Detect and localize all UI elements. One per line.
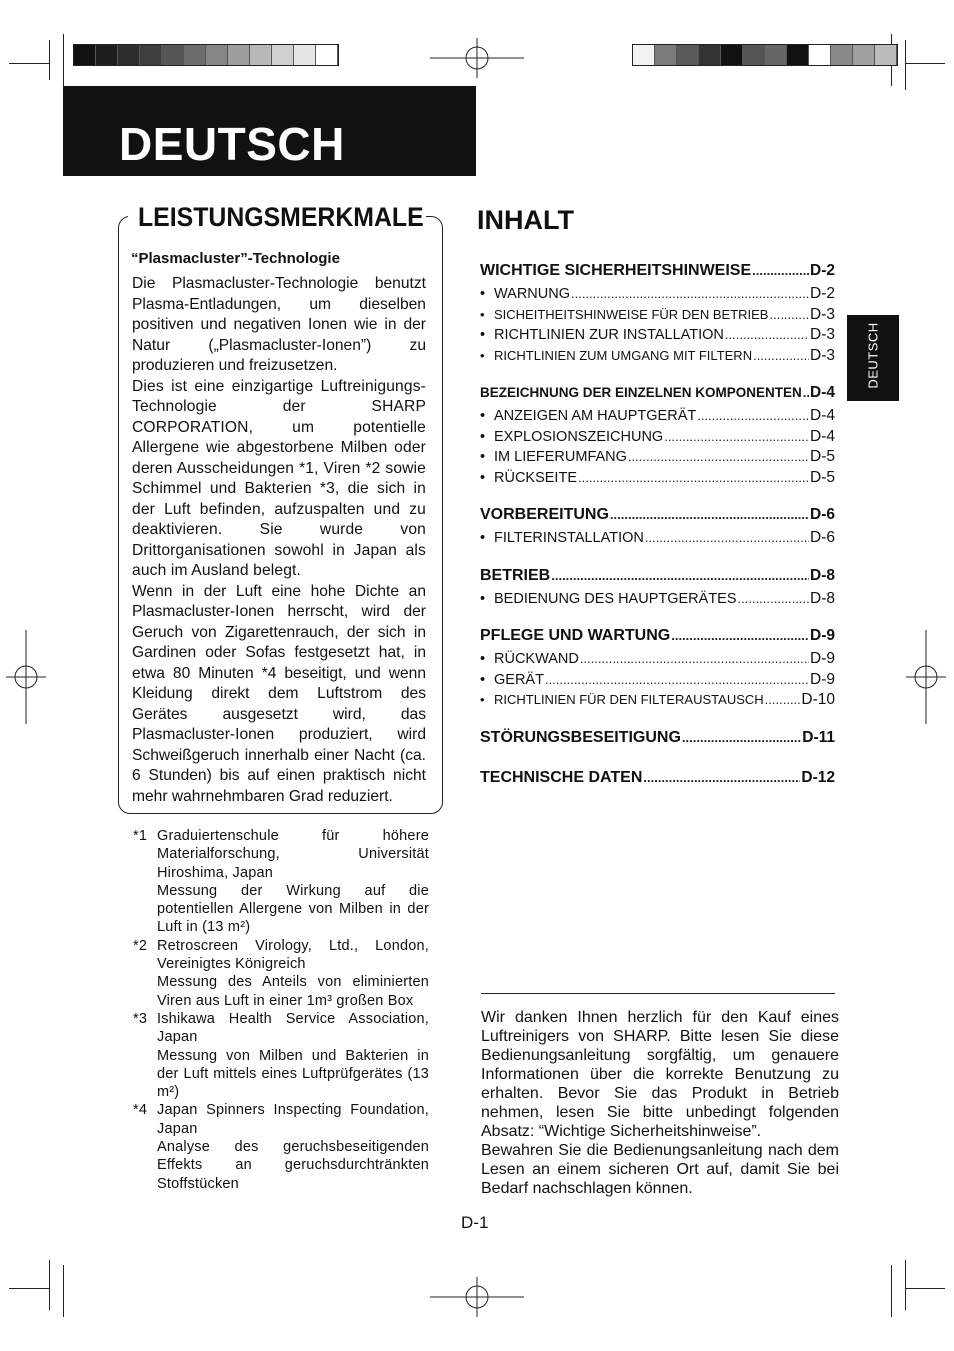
toc-heading: INHALT (477, 205, 574, 235)
toc-section-page: D-9 (810, 627, 835, 644)
toc-section (480, 769, 835, 792)
registration-mark-icon (430, 38, 524, 78)
crop-mark (49, 1260, 50, 1310)
color-swatch (140, 45, 162, 65)
registration-mark-icon (6, 630, 46, 724)
color-swatch (677, 45, 699, 65)
toc-item-page: D-10 (801, 691, 835, 708)
toc-item (480, 650, 835, 671)
leader-dots (725, 327, 809, 343)
crop-mark (891, 1265, 892, 1317)
leader-dots (765, 692, 801, 708)
color-swatch (655, 45, 677, 65)
leader-dots (753, 348, 809, 364)
registration-mark-icon (906, 630, 946, 724)
toc-item-label: • RICHTLINIEN FÜR DEN FILTERAUSTAUSCH (480, 692, 764, 707)
crop-mark (63, 34, 64, 86)
crop-mark (9, 63, 49, 64)
footnote-text: Ishikawa Health Service Association, Japan (157, 1010, 429, 1046)
toc-section-label: PFLEGE UND WARTUNG (480, 627, 671, 644)
footnotes (133, 827, 429, 1193)
color-swatch (765, 45, 787, 65)
leader-dots (643, 769, 800, 787)
color-swatch (699, 45, 721, 65)
toc-item-label: • IM LIEFERUMFANG (480, 449, 627, 465)
toc-item-page: D-5 (810, 468, 835, 486)
toc-item-page: D-8 (810, 589, 835, 607)
color-swatch (162, 45, 184, 65)
intro-paragraph: Wir danken Ihnen herzlich für den Kauf eines Luftreinigers von SHARP. Bitte lesen Sie diese Bedienungsanleitung sorgfältig, um genauere Informationen über die korrekte Benutzung zu erhalten. Bevor Sie das Produkt in Betrieb nehmen, lesen Sie bitte unbedingt folgenden Absatz: “Wichtige Sicherheitshinweise”. (481, 1009, 839, 1140)
crop-mark (9, 1288, 49, 1289)
features-paragraph: Wenn in der Luft eine hohe Dichte an Plasmacluster-Ionen herrscht, wird der Geruch von Zigarettenrauch, der sich in Gardinen oder Sofas festgesetzt hat, in etwa 80 Minuten *4 beseitigt, und wenn Kleidung direkt dem Luftstrom des Gerätes ausgesetzt wird, das Plasmacluster-Ionen produziert, wird Schweißgeruch innerhalb einer Nacht (ca. 6 Stunden) bis auf einen praktisch nicht mehr wahrnehmbaren Grad reduziert. (132, 582, 426, 805)
toc-section-page: D-4 (810, 384, 835, 401)
color-swatch (316, 45, 338, 65)
features-paragraph: Dies ist eine einzigartige Luftreinigungs-Technologie der SHARP CORPORATION, um potentielle Allergene wie abgestorbene Milben oder deren Ausscheidungen *1, Viren *2 sowie Schimmel und Bakterien *3, die sich in der Luft befinden, aufzuspalten und zu deaktivieren. Sie wurde von Drittorganisationen sowohl in Japan als auch im Ausland belegt. (132, 377, 426, 579)
toc-item (480, 407, 835, 428)
features-subheading: “Plasmacluster”-Technologie (131, 250, 340, 267)
toc-section (480, 567, 835, 590)
color-swatch (118, 45, 140, 65)
toc-section-page: D-12 (801, 768, 835, 786)
toc-section-label: BEZEICHNUNG DER EINZELNEN KOMPONENTEN (480, 385, 802, 400)
features-heading: LEISTUNGSMERKMALE (138, 202, 424, 232)
color-swatch (743, 45, 765, 65)
title-banner (63, 86, 476, 176)
page-number: D-1 (461, 1213, 489, 1232)
toc-item-label: • RÜCKSEITE (480, 470, 577, 486)
features-body (132, 274, 426, 807)
toc-item-label: • GERÄT (480, 672, 544, 688)
footnote-text: Retroscreen Virology, Ltd., London, Vereinigtes Königreich (157, 937, 429, 973)
page-title: DEUTSCH (119, 118, 345, 170)
toc-item (480, 347, 835, 368)
toc-section-label: VORBEREITUNG (480, 506, 609, 523)
toc-item (480, 326, 835, 347)
leader-dots (610, 506, 809, 524)
footnote-mark: *3 (133, 1010, 148, 1027)
leader-dots (803, 385, 809, 400)
leader-dots (664, 429, 809, 445)
toc-item-label: • ANZEIGEN AM HAUPTGERÄT (480, 408, 696, 424)
color-swatch (853, 45, 875, 65)
footnote-text: Messung der Wirkung auf die potentiellen Allergene von Milben in der Luft in (13 m²) (157, 882, 429, 936)
language-tab-label: DEUTSCH (865, 322, 881, 389)
toc-item (480, 285, 835, 306)
leader-dots (578, 470, 809, 486)
leader-dots (697, 408, 809, 424)
footnote (133, 1101, 429, 1192)
leader-dots (545, 672, 809, 688)
color-swatch (96, 45, 118, 65)
toc-item (480, 590, 835, 611)
crop-mark (905, 1260, 906, 1310)
toc-item (480, 428, 835, 449)
toc-section (480, 506, 835, 529)
footnote-mark: *2 (133, 937, 148, 954)
crop-mark (905, 40, 906, 90)
crop-mark (905, 1288, 945, 1289)
toc-item-label: • RICHTLINIEN ZUM UMGANG MIT FILTERN (480, 348, 752, 363)
toc-section-label: WICHTIGE SICHERHEITSHINWEISE (480, 262, 752, 279)
features-paragraph: Die Plasmacluster-Technologie benutzt Plasma-Entladungen, um dieselben positiven und negativen Ionen wie in der Natur („Plasmacluster-Ionen”) zu produzieren und freizusetzen. (132, 275, 426, 374)
leader-dots (671, 627, 809, 645)
toc-item-label: • WARNUNG (480, 286, 570, 302)
toc-item-page: D-4 (810, 407, 835, 424)
crop-mark (905, 63, 945, 64)
registration-mark-icon (430, 1277, 524, 1317)
color-calibration-bar (73, 44, 339, 66)
toc-item (480, 529, 835, 550)
leader-dots (645, 530, 809, 546)
toc-item-page: D-3 (810, 305, 835, 323)
leader-dots (628, 449, 809, 465)
toc-item (480, 671, 835, 692)
leader-dots (769, 307, 809, 323)
toc-item (480, 306, 835, 327)
footnote-text: Analyse des geruchsbeseitigenden Effekts an geruchsdurchtränkten Stoffstücken (157, 1139, 429, 1192)
toc-item (480, 448, 835, 469)
color-swatch (206, 45, 228, 65)
toc-item-page: D-3 (810, 346, 835, 364)
toc-section (480, 262, 835, 285)
intro-text (481, 1008, 839, 1198)
toc-item-page: D-2 (810, 285, 835, 302)
toc-item-page: D-5 (810, 448, 835, 465)
toc-item-label: • RICHTLINIEN ZUR INSTALLATION (480, 327, 724, 343)
toc-section-page: D-8 (810, 566, 835, 584)
toc-item-label: • EXPLOSIONSZEICHUNG (480, 429, 663, 445)
color-swatch (294, 45, 316, 65)
leader-dots (752, 262, 809, 280)
language-tab (847, 315, 899, 401)
color-swatch (228, 45, 250, 65)
toc-section (480, 384, 835, 407)
footnote-text: Graduiertenschule für höhere Materialforschung, Universität Hiroshima, Japan (157, 828, 429, 881)
color-swatch (272, 45, 294, 65)
toc-item-page: D-4 (810, 427, 835, 445)
leader-dots (580, 651, 809, 667)
toc-item-page: D-9 (810, 650, 835, 667)
leader-dots (571, 286, 809, 302)
toc-item-label: • SICHEITHEITSHINWEISE FÜR DEN BETRIEB (480, 307, 768, 322)
toc-section-page: D-6 (810, 506, 835, 523)
toc-section (480, 627, 835, 650)
color-swatch (787, 45, 809, 65)
toc-item-label: • BEDIENUNG DES HAUPTGERÄTES (480, 591, 737, 607)
toc-section-label: TECHNISCHE DATEN (480, 768, 643, 786)
color-calibration-bar (632, 44, 898, 66)
crop-mark (63, 1265, 64, 1317)
toc-section-page: D-11 (802, 728, 835, 746)
color-swatch (831, 45, 853, 65)
footnote (133, 937, 429, 1010)
toc-item-page: D-3 (810, 326, 835, 343)
toc-item (480, 469, 835, 490)
crop-mark (49, 40, 50, 80)
leader-dots (682, 729, 801, 747)
color-swatch (250, 45, 272, 65)
color-swatch (809, 45, 831, 65)
toc-item-label: • RÜCKWAND (480, 651, 579, 667)
color-swatch (875, 45, 897, 65)
divider (481, 993, 835, 994)
table-of-contents (480, 262, 835, 792)
toc-section-page: D-2 (810, 262, 835, 279)
toc-item-label: • FILTERINSTALLATION (480, 530, 644, 546)
color-swatch (184, 45, 206, 65)
toc-section (480, 729, 835, 752)
color-swatch (74, 45, 96, 65)
footnote (133, 827, 429, 937)
footnote-mark: *1 (133, 828, 148, 844)
footnote-text: Messung des Anteils von eliminierten Viren aus Luft in einer 1m³ großen Box (157, 974, 429, 1009)
footnote-text: Japan Spinners Inspecting Foundation, Japan (157, 1102, 429, 1137)
leader-dots (738, 591, 810, 607)
intro-paragraph: Bewahren Sie die Bedienungsanleitung nach dem Lesen an einem sicheren Ort auf, damit Sie bei Bedarf nachschlagen können. (481, 1142, 839, 1197)
toc-item-page: D-6 (810, 529, 835, 546)
color-swatch (721, 45, 743, 65)
footnote-mark: *4 (133, 1102, 148, 1119)
footnote-text: Messung von Milben und Bakterien in der Luft mittels eines Luftprüfgerätes (13 m²) (157, 1047, 429, 1101)
leader-dots (551, 567, 809, 585)
footnote (133, 1010, 429, 1101)
toc-item (480, 691, 835, 712)
toc-section-label: STÖRUNGSBESEITIGUNG (480, 728, 681, 746)
toc-item-page: D-9 (810, 670, 835, 688)
color-swatch (633, 45, 655, 65)
toc-section-label: BETRIEB (480, 566, 551, 584)
